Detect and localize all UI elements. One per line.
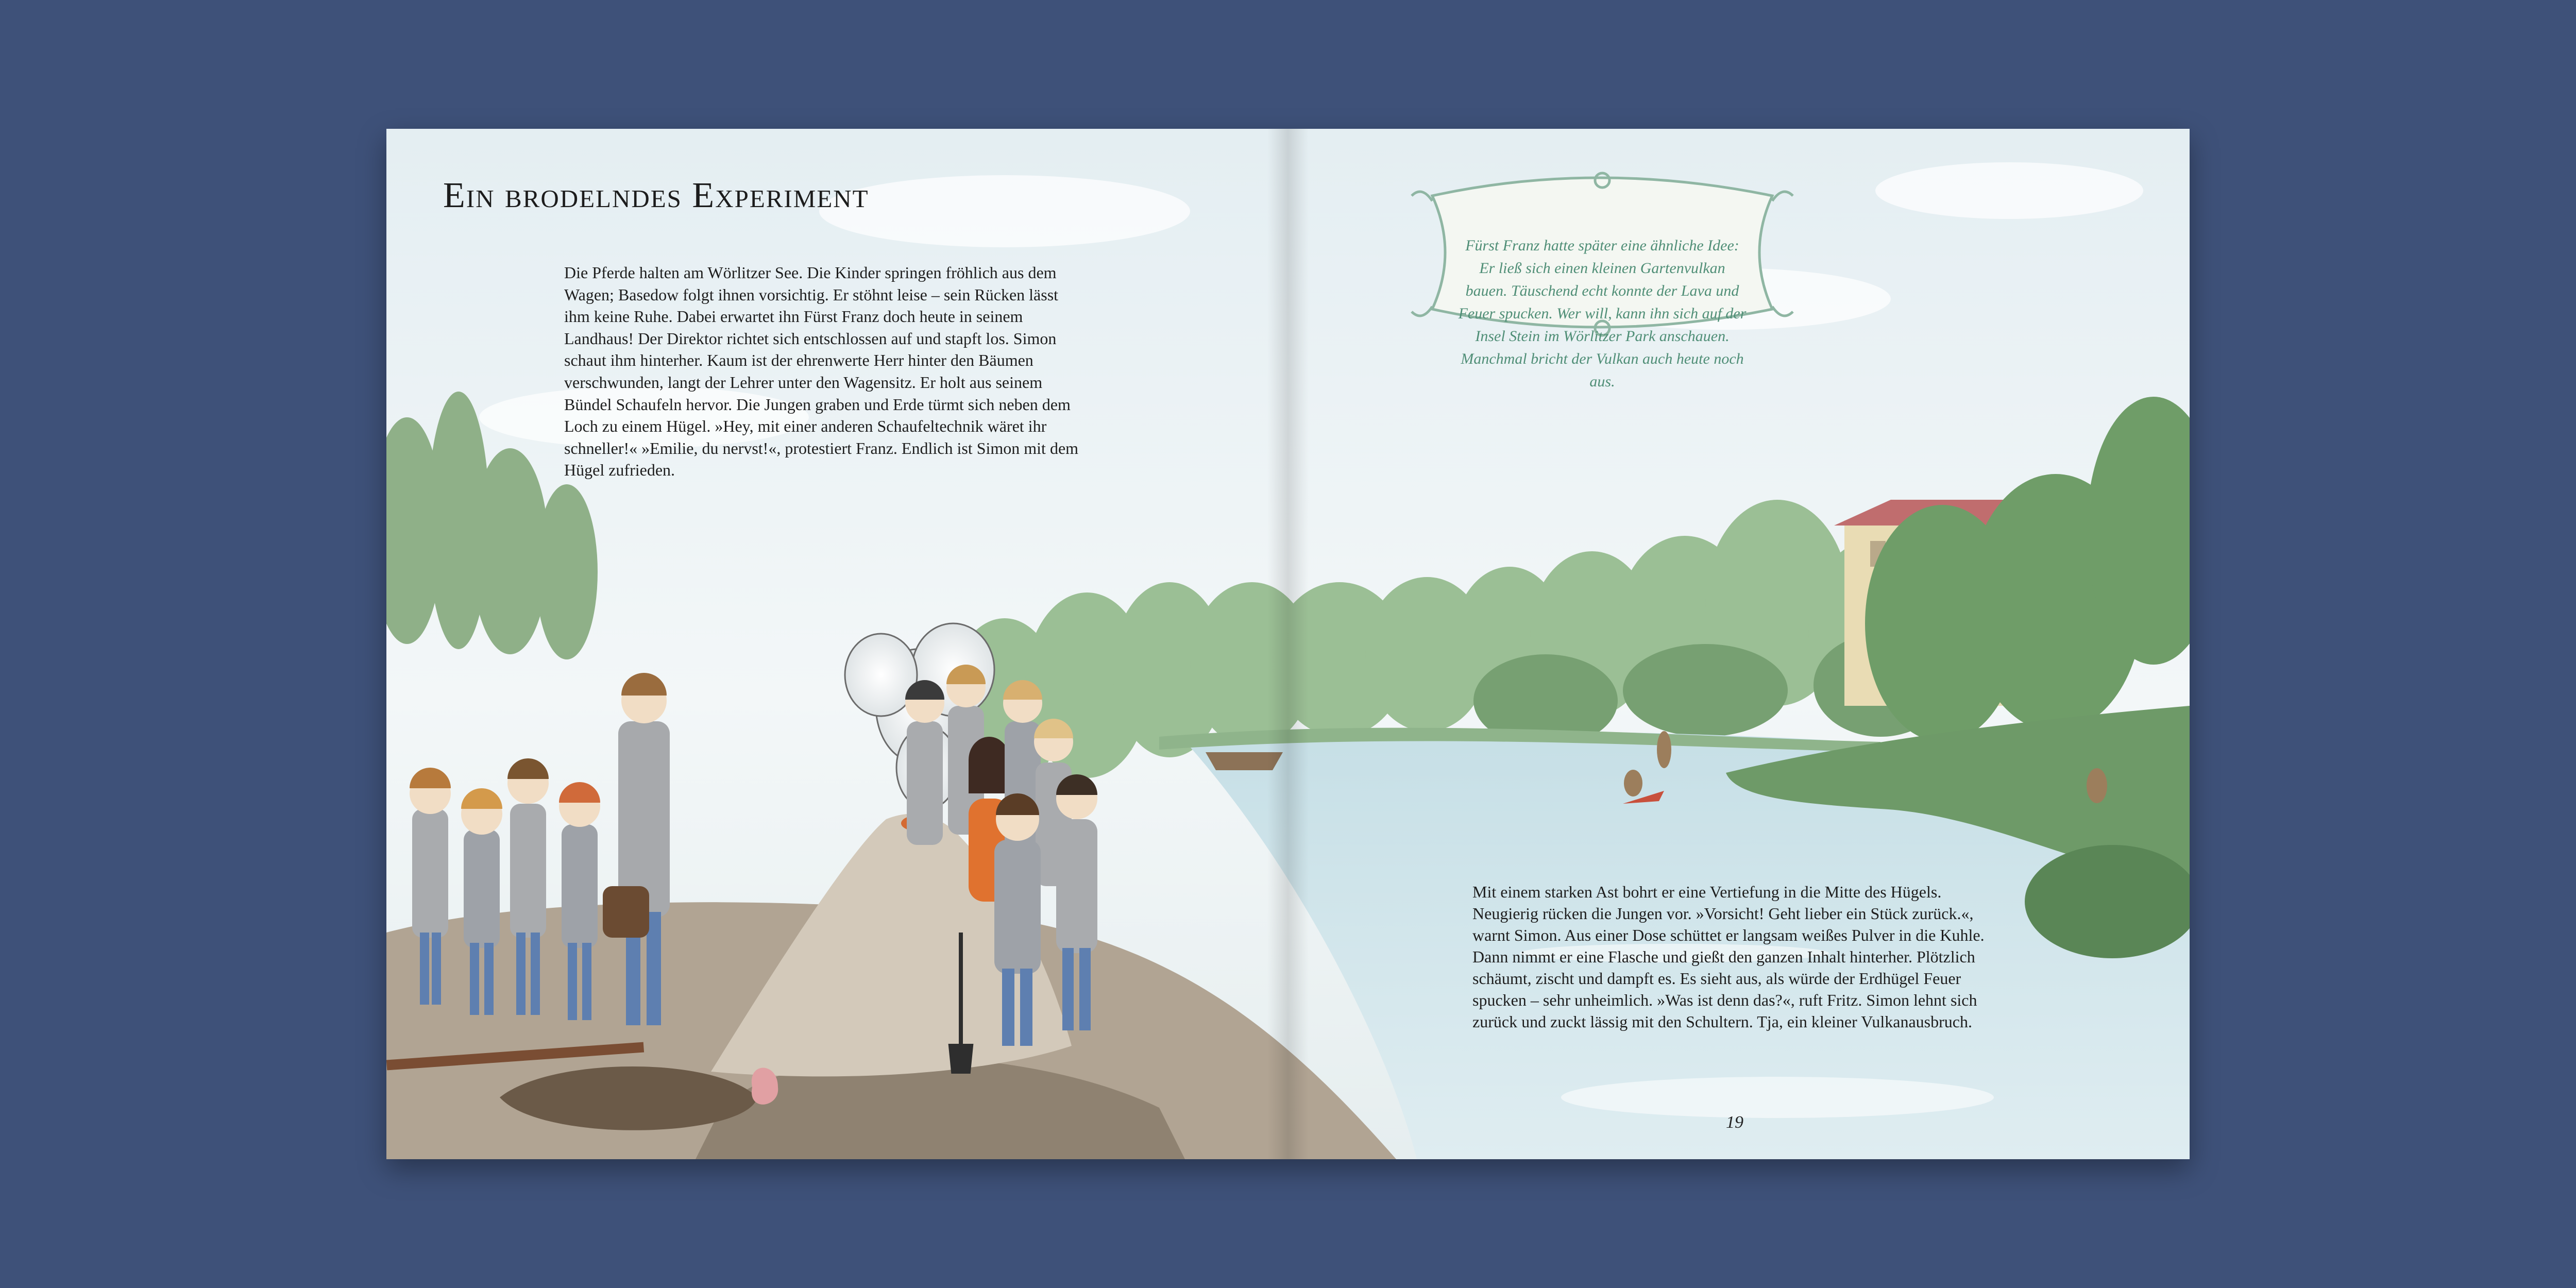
sidebar-box-text: Fürst Franz hatte später eine ähnliche Idee: Er ließ sich einen kleinen Gartenvulkan bauen. Täuschend echt konnte der Lava und Feuer spucken. Wer will, kann ihn sich auf der Insel Stein im Wörlitzer Park anschauen. Manchmal bricht der Vulkan auch heute noch aus. [1458, 237, 1747, 390]
child [905, 680, 944, 845]
left-page-paragraph: Die Pferde halten am Wörlitzer See. Die Kinder springen fröhlich aus dem Wagen; Basedow folgt ihnen vorsichtig. Er stöhnt leise – sein Rücken lässt ihm keine Ruhe. Dabei erwartet ihn Fürst Franz doch heute in seinem Landhaus! Der Direktor richtet sich entschlossen auf und stapft los. Simon schaut ihm hinterher. Kaum ist der ehrenwerte Herr hinter den Bäumen verschwunden, langt der Lehrer unter den Wagensitz. Er holt aus seinem Bündel Schaufeln hervor. Die Jungen graben und Erde türmt sich neben dem Loch zu einem Hügel. »Hey, mit einer anderen Schaufeltechnik wäret ihr schneller!« »Emilie, du nervst!«, protestiert Franz. Endlich ist Simon mit dem Hügel zufrieden. [564, 263, 1079, 480]
chapter-title: Ein brodelndes Experiment [443, 176, 869, 215]
book-spread [386, 129, 2190, 1159]
page-number: 19 [1726, 1113, 1743, 1132]
spine-shadow [1267, 129, 1309, 1159]
right-page-paragraph: Mit einem starken Ast bohrt er eine Vertiefung in die Mitte des Hügels. Neugierig rücken die Jungen vor. »Vorsicht! Geht lieber ein Stück zurück.«, warnt Simon. Aus einer Dose schüttet er langsam weißes Pulver in die Kuhle. Dann nimmt er eine Flasche und gießt den ganzen Inhalt hinterher. Plötzlich schäumt, zischt und dampft es. Es sieht aus, als würde der Erdhügel Feuer spucken – sehr unheimlich. »Was ist denn das?«, ruft Fritz. Simon lehnt sich zurück und zuckt lässig mit den Schultern. Tja, ein kleiner Vulkanausbruch. [1472, 883, 1985, 1031]
backpack [603, 886, 649, 938]
